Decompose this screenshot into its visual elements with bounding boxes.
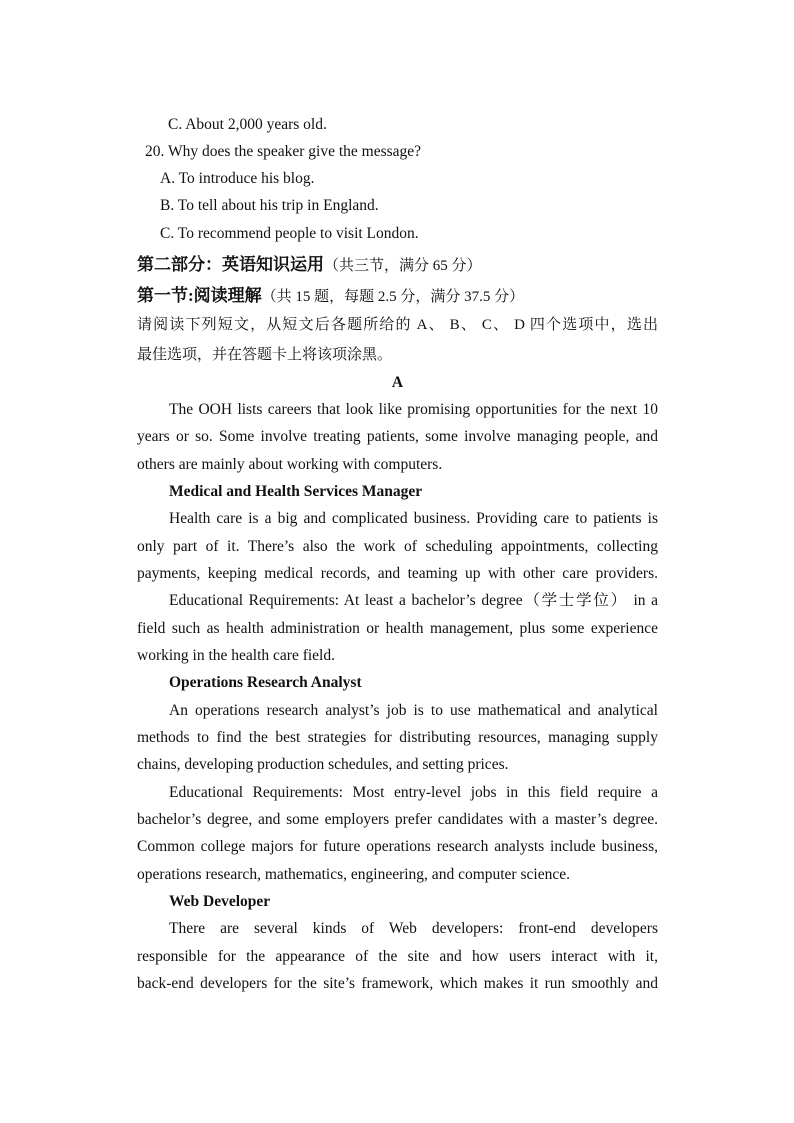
passage-line: An operations research analyst’s job is to use mathematical and analytical — [169, 702, 658, 719]
instruction-line-1: 请阅读下列短文，从短文后各题所给的 A、 B、 C、 D 四个选项中，选出 — [137, 317, 658, 333]
passage-line: working in the health care field. — [137, 647, 335, 664]
reading-title: 第一节:阅读理解 — [137, 286, 262, 305]
q20-option-a: A. To introduce his blog. — [160, 170, 315, 187]
passage-line: others are mainly about working with computers. — [137, 456, 443, 473]
passage-line: bachelor’s degree, and some employers prefer candidates with a master’s degree. — [137, 811, 658, 828]
part2-title: 第二部分：英语知识运用 — [137, 255, 324, 274]
q20-option-b: B. To tell about his trip in England. — [160, 197, 379, 214]
passage-line: Health care is a big and complicated business. Providing care to patients is — [169, 510, 658, 527]
passage-line: years or so. Some involve treating patients, some involve managing people, and — [137, 428, 658, 445]
passage-line: chains, developing production schedules, and setting prices. — [137, 756, 509, 773]
reading-note: （共 15 题，每题 2.5 分，满分 37.5 分） — [261, 289, 525, 305]
passage-line: The OOH lists careers that look like promising opportunities for the next 10 — [169, 401, 658, 418]
passage-label: A — [391, 374, 404, 391]
passage-line: There are several kinds of Web developers: front-end developers — [169, 920, 658, 937]
q20-option-c: C. To recommend people to visit London. — [160, 225, 419, 242]
passage-line: Common college majors for future operations research analysts include business, — [137, 838, 658, 855]
passage-line: operations research, mathematics, engineering, and computer science. — [137, 866, 570, 883]
passage-line: Educational Requirements: Most entry-level jobs in this field require a — [169, 784, 658, 801]
heading-web-developer: Web Developer — [169, 893, 271, 910]
heading-operations-analyst: Operations Research Analyst — [169, 674, 362, 691]
passage-line: back-end developers for the site’s framework, which makes it run smoothly and — [137, 975, 658, 992]
heading-medical-manager: Medical and Health Services Manager — [169, 483, 423, 500]
passage-line: payments, keeping medical records, and teaming up with other care providers. — [137, 565, 658, 582]
passage-line: only part of it. There’s also the work of scheduling appointments, collecting — [137, 538, 658, 555]
reading-heading — [137, 282, 658, 311]
part2-note: （共三节，满分 65 分） — [324, 258, 482, 274]
part2-heading — [137, 251, 658, 280]
passage-line: Educational Requirements: At least a bachelor’s degree（学士学位） in a — [169, 592, 658, 609]
passage-line: field such as health administration or health management, plus some experience — [137, 620, 658, 637]
q20-question: 20. Why does the speaker give the message? — [145, 143, 422, 160]
passage-line: responsible for the appearance of the site and how users interact with it, — [137, 948, 658, 965]
q19-option-c: C. About 2,000 years old. — [168, 116, 327, 133]
instruction-line-2: 最佳选项，并在答题卡上将该项涂黑。 — [137, 347, 393, 363]
passage-line: methods to find the best strategies for distributing resources, managing supply — [137, 729, 658, 746]
